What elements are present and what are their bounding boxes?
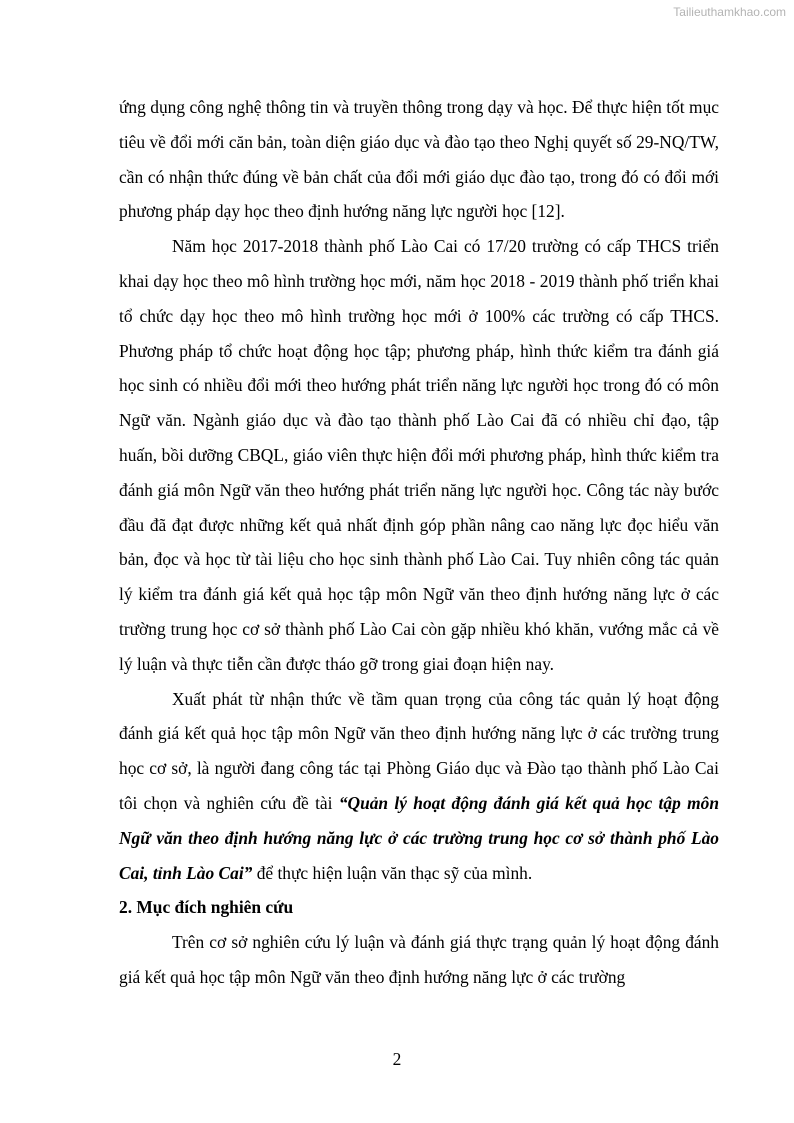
paragraph-3-intro: Xuất phát từ nhận thức về tầm quan trọng của công tác quản lý hoạt động đánh giá kết quả học tập môn Ngữ văn theo định hướng năng lực ở các trường trung học cơ sở, là người đang công tác tại Phòng Giáo dục và Đào tạo thành phố Lào Cai tôi chọn và nghiên cứu đề tài (119, 688, 719, 813)
paragraph-3-end: để thực hiện luận văn thạc sỹ của mình. (252, 862, 533, 883)
body-text (119, 90, 719, 995)
section-heading: 2. Mục đích nghiên cứu (119, 897, 294, 918)
watermark: Tailieuthamkhao.com (673, 5, 786, 19)
thesis-title: “Quản lý hoạt động đánh giá kết quả học tập môn Ngữ văn theo định hướng năng lực ở các trường trung học cơ sở thành phố Lào Cai, tỉnh Lào Cai” (119, 792, 719, 883)
page-number: 2 (392, 1049, 402, 1069)
paragraph-2: Năm học 2017-2018 thành phố Lào Cai có 17/20 trường có cấp THCS triển khai dạy học theo mô hình trường học mới, năm học 2018 - 2019 thành phố triển khai tổ chức dạy học theo mô hình trường học mới ở 100% các trường có cấp THCS. Phương pháp tổ chức hoạt động học tập; phương pháp, hình thức kiểm tra đánh giá học sinh có nhiều đổi mới theo hướng phát triển năng lực người học trong đó có môn Ngữ văn. Ngành giáo dục và đào tạo thành phố Lào Cai đã có nhiều chỉ đạo, tập huấn, bồi dưỡng CBQL, giáo viên thực hiện đổi mới phương pháp, hình thức kiểm tra đánh giá môn Ngữ văn theo hướng phát triển năng lực người học. Công tác này bước đầu đã đạt được những kết quả nhất định góp phần nâng cao năng lực đọc hiểu văn bản, đọc và học từ tài liệu cho học sinh thành phố Lào Cai. Tuy nhiên công tác quản lý kiểm tra đánh giá kết quả học tập môn Ngữ văn theo định hướng năng lực ở các trường trung học cơ sở thành phố Lào Cai còn gặp nhiều khó khăn, vướng mắc cả về lý luận và thực tiễn cần được tháo gỡ trong giai đoạn hiện nay. (119, 236, 719, 674)
paragraph-3 (119, 682, 719, 891)
paragraph-1: ứng dụng công nghệ thông tin và truyền thông trong dạy và học. Để thực hiện tốt mục tiêu về đổi mới căn bản, toàn diện giáo dục và đào tạo theo Nghị quyết số 29-NQ/TW, cần có nhận thức đúng về bản chất của đổi mới giáo dục đào tạo, trong đó có đổi mới phương pháp dạy học theo định hướng năng lực người học [12]. (119, 97, 719, 222)
paragraph-4: Trên cơ sở nghiên cứu lý luận và đánh giá thực trạng quản lý hoạt động đánh giá kết quả học tập môn Ngữ văn theo định hướng năng lực ở các trường (119, 932, 719, 987)
